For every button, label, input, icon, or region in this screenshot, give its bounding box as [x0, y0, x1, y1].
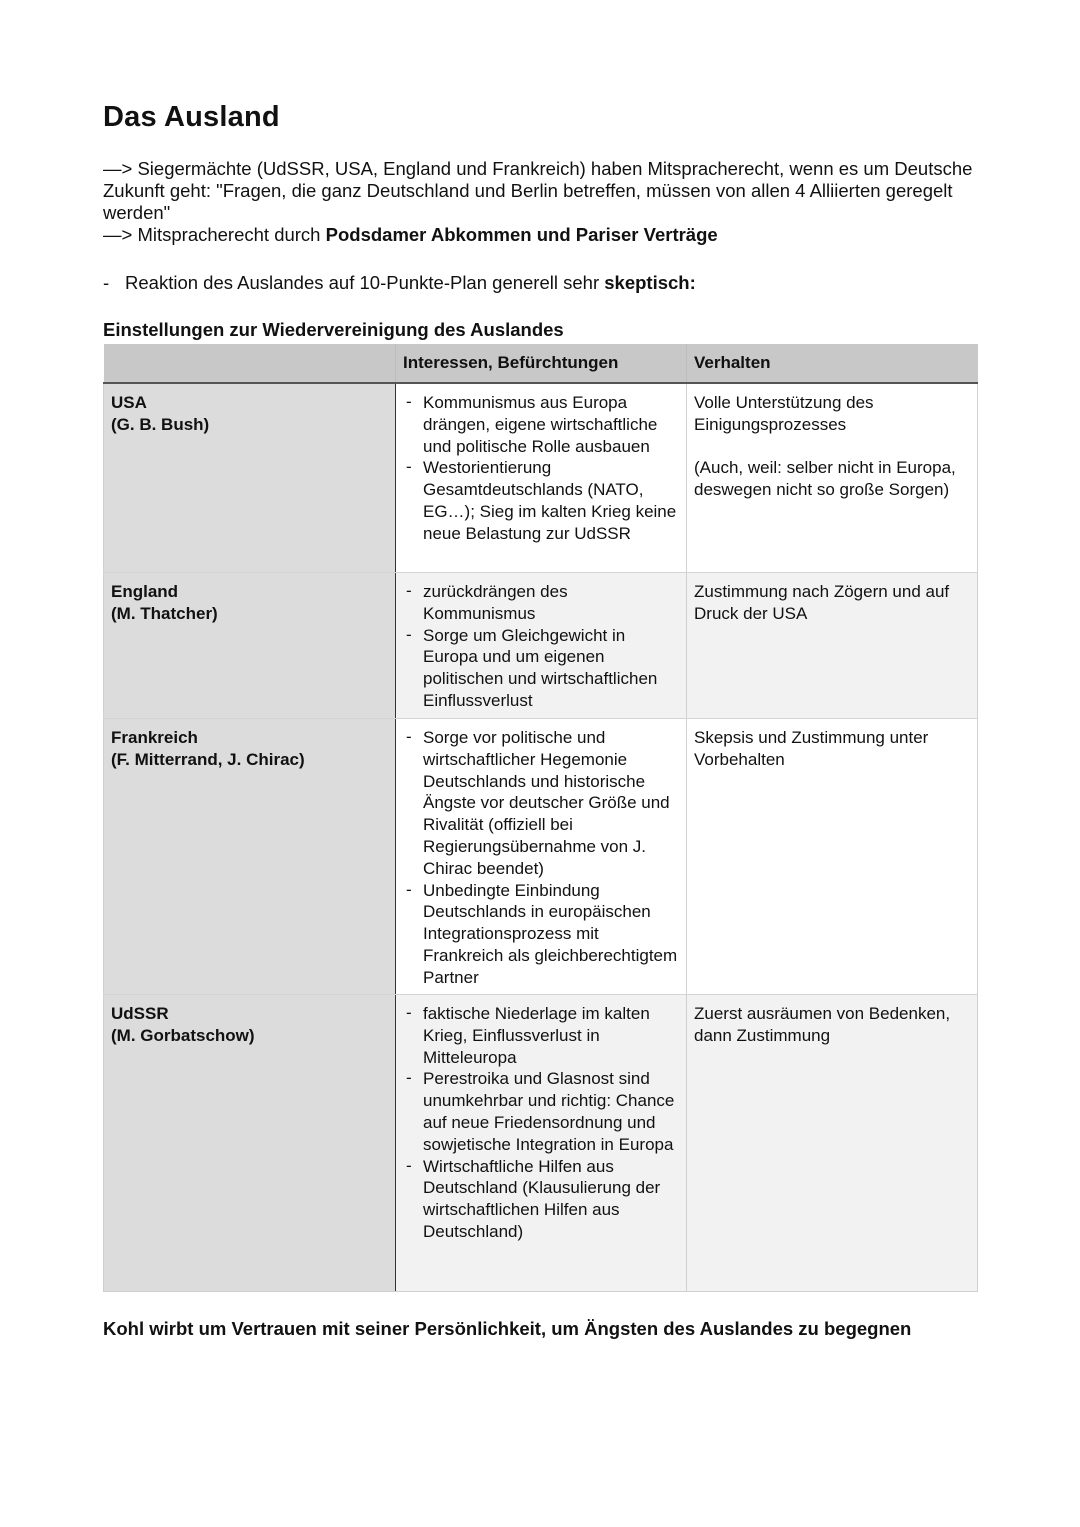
country-cell: England (M. Thatcher): [104, 573, 396, 719]
list-item: - Perestroika und Glasnost sind unumkehrbar und richtig: Chance auf neue Friedensordnung und sowjetische Integration in Europa: [403, 1068, 679, 1155]
page-title: Das Ausland: [103, 101, 280, 133]
intro-paragraph: [103, 158, 983, 246]
interests-cell: [396, 719, 687, 995]
list-item: - Wirtschaftliche Hilfen aus Deutschland (Klausulierung der wirtschaftlichen Hilfen aus Deutschland): [403, 1156, 679, 1243]
list-item: - Sorge vor politische und wirtschaftlicher Hegemonie Deutschlands und historische Ängste vor deutscher Größe und Rivalität (offiziell bei Regierungsübernahme von J. Chirac beendet): [403, 727, 679, 880]
table-title: Einstellungen zur Wiedervereinigung des Auslandes: [103, 319, 564, 340]
interests-cell: [396, 573, 687, 719]
interests-cell: [396, 383, 687, 573]
list-item: - Kommunismus aus Europa drängen, eigene wirtschaftliche und politische Rolle ausbauen: [403, 392, 679, 457]
reaction-bullet: - Reaktion des Auslandes auf 10-Punkte-Plan generell sehr skeptisch:: [103, 272, 696, 293]
table-header-row: [104, 344, 978, 383]
country-cell: UdSSR (M. Gorbatschow): [104, 995, 396, 1292]
closing-statement: Kohl wirbt um Vertrauen mit seiner Persönlichkeit, um Ängsten des Auslandes zu begegnen: [103, 1318, 912, 1339]
country-cell: Frankreich (F. Mitterrand, J. Chirac): [104, 719, 396, 995]
behavior-cell: Volle Unterstützung des Einigungsprozesses (Auch, weil: selber nicht in Europa, deswegen nicht so große Sorgen): [687, 383, 978, 573]
header-interests: Interessen, Befürchtungen: [396, 344, 687, 383]
table-row: [104, 719, 978, 995]
table-row: [104, 995, 978, 1292]
intro-line-1: —> Siegermächte (UdSSR, USA, England und Frankreich) haben Mitspracherecht, wenn es um Deutsche Zukunft geht: "Fragen, die ganz Deutschland und Berlin betreffen, müssen von allen 4 Alliierten geregelt werden": [103, 158, 973, 223]
header-country: [104, 344, 396, 383]
table-row: [104, 573, 978, 719]
bullet-dash: -: [103, 272, 110, 293]
table-row: [104, 383, 978, 573]
behavior-cell: Skepsis und Zustimmung unter Vorbehalten: [687, 719, 978, 995]
intro-bold-treaties: Podsdamer Abkommen und Pariser Verträge: [325, 224, 718, 245]
attitudes-table: [103, 344, 978, 1292]
behavior-cell: Zuerst ausräumen von Bedenken, dann Zustimmung: [687, 995, 978, 1292]
list-item: - Westorientierung Gesamtdeutschlands (NATO, EG…); Sieg im kalten Krieg keine neue Belastung zur UdSSR: [403, 457, 679, 544]
intro-line-2: —> Mitspracherecht durch Podsdamer Abkommen und Pariser Verträge: [103, 224, 718, 245]
interests-cell: [396, 995, 687, 1292]
list-item: - Sorge um Gleichgewicht in Europa und um eigenen politischen und wirtschaftlichen Einflussverlust: [403, 625, 679, 712]
header-behavior: Verhalten: [687, 344, 978, 383]
behavior-cell: Zustimmung nach Zögern und auf Druck der USA: [687, 573, 978, 719]
list-item: - Unbedingte Einbindung Deutschlands in europäischen Integrationsprozess mit Frankreich als gleichberechtigtem Partner: [403, 880, 679, 989]
bullet-bold: skeptisch:: [604, 272, 696, 293]
country-cell: USA (G. B. Bush): [104, 383, 396, 573]
list-item: - zurückdrängen des Kommunismus: [403, 581, 679, 625]
list-item: - faktische Niederlage im kalten Krieg, Einflussverlust in Mitteleuropa: [403, 1003, 679, 1068]
